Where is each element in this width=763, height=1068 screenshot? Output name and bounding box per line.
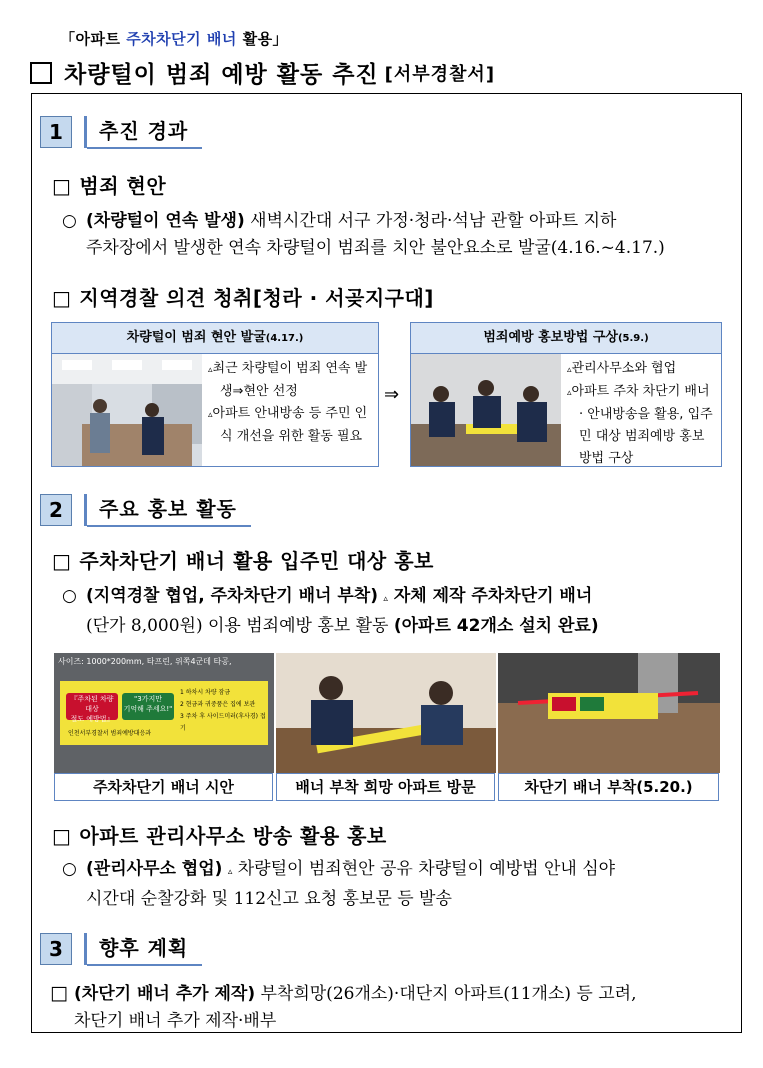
office-paragraph: ○ (관리사무소 협업) ▵ 차량털이 범죄현안 공유 차량털이 예방법 안내 심야 시간대 순찰강화 및 112신고 요청 홍보문 등 발송: [62, 859, 616, 909]
panel-plan: 범죄예방 홍보방법 구상(5.9.) ▵관리사무소와 협업 ▵아파트 주차 차단기 배너 · 안내방송을 활용, 입주민 대상 범죄예방 홍보방법 구상: [410, 322, 722, 467]
caption-banner-design: 주차차단기 배너 시안: [54, 773, 273, 801]
page-title: 차량털이 범죄 예방 활동 추진 [서부경찰서]: [30, 56, 495, 89]
issue-bullets: ▵최근 차량털이 범죄 연속 발생⇒현안 선정 ▵아파트 안내방송 등 주민 인식 개선을 위한 활동 필요: [208, 361, 368, 444]
arrow-icon: ⇒: [384, 384, 400, 405]
section-3-header: [40, 932, 202, 966]
caption-apartment-visit: 배너 부착 희망 아파트 방문: [276, 773, 495, 801]
tag-highlight: 주차차단기 배너: [126, 30, 237, 48]
agency-label: [서부경찰서]: [384, 63, 496, 85]
subheading-banner: □ 주차차단기 배너 활용 입주민 대상 홍보: [52, 549, 434, 573]
section-number: 3: [40, 933, 72, 965]
section-number: 1: [40, 116, 72, 148]
section-2-header: [40, 493, 251, 527]
subheading-office: □ 아파트 관리사무소 방송 활용 홍보: [52, 824, 387, 848]
section-title: 주요 홍보 활동: [87, 493, 251, 527]
section-1-header: [40, 115, 202, 149]
photo-strip: [54, 653, 720, 773]
section-title: 향후 계획: [87, 932, 202, 966]
police-office-photo: [52, 354, 202, 466]
document-tag: 「아파트 주차차단기 배너 활용」: [60, 30, 289, 48]
banner-paragraph: ○ (지역경찰 협업, 주차차단기 배너 부착) ▵ 자체 제작 주차차단기 배너 (단가 8,000원) 이용 범죄예방 홍보 활동 (아파트 42개소 설치 완료): [62, 586, 599, 636]
section-number: 2: [40, 494, 72, 526]
apartment-visit-photo: [276, 653, 496, 773]
plan-paragraph: □ (차단기 배너 추가 제작) 부착희망(26개소)·대단지 아파트(11개소) 등 고려, 차단기 배너 추가 제작·배부: [50, 982, 637, 1031]
barrier-banner-photo: [498, 653, 720, 773]
caption-banner-attached: 차단기 배너 부착(5.20.): [498, 773, 719, 801]
subheading-crime: □ 범죄 현안: [52, 174, 167, 198]
plan-bullets: ▵관리사무소와 협업 ▵아파트 주차 차단기 배너 · 안내방송을 활용, 입주민 대상 범죄예방 홍보방법 구상: [567, 361, 713, 466]
banner-yellow-mock: 『주차된 차량 대상 절도 예방법』 "3가지만 기억해 주세요!" 1 하차시 차량 잠금 2 현금과 귀중품은 집에 보관 3 주차 후 사이드미러(후사경) 접기 인천서부경찰서 범죄예방대응과: [60, 681, 268, 745]
section-title: 추진 경과: [87, 115, 202, 149]
meeting-photo: [411, 354, 561, 466]
subheading-opinion: □ 지역경찰 의견 청취[청라 · 서곶지구대]: [52, 286, 434, 310]
panel-issue-found: 차량털이 범죄 현안 발굴(4.17.) ▵최근 차량털이 범죄 연속 발생⇒현안 선정 ▵아파트 안내방송 등 주민 인식 개선을 위한 활동 필요: [51, 322, 379, 467]
banner-design-image: 사이즈: 1000*200mm, 타프린, 위쪽4군데 타공, 『주차된 차량 대상 절도 예방법』 "3가지만 기억해 주세요!" 1 하차시 차량 잠금 2 현금과 귀중품은 집에 보관 3 주차 후 사이드미러(후사경) 접기 인천서부경찰서 범죄예방대응과: [54, 653, 274, 773]
checkbox-icon: [30, 62, 52, 84]
crime-paragraph: ○ (차량털이 연속 발생) 새벽시간대 서구 가정·청라·석남 관할 아파트 지하 주차장에서 발생한 연속 차량털이 범죄를 치안 불안요소로 발굴(4.16.~4.17.): [62, 211, 665, 258]
